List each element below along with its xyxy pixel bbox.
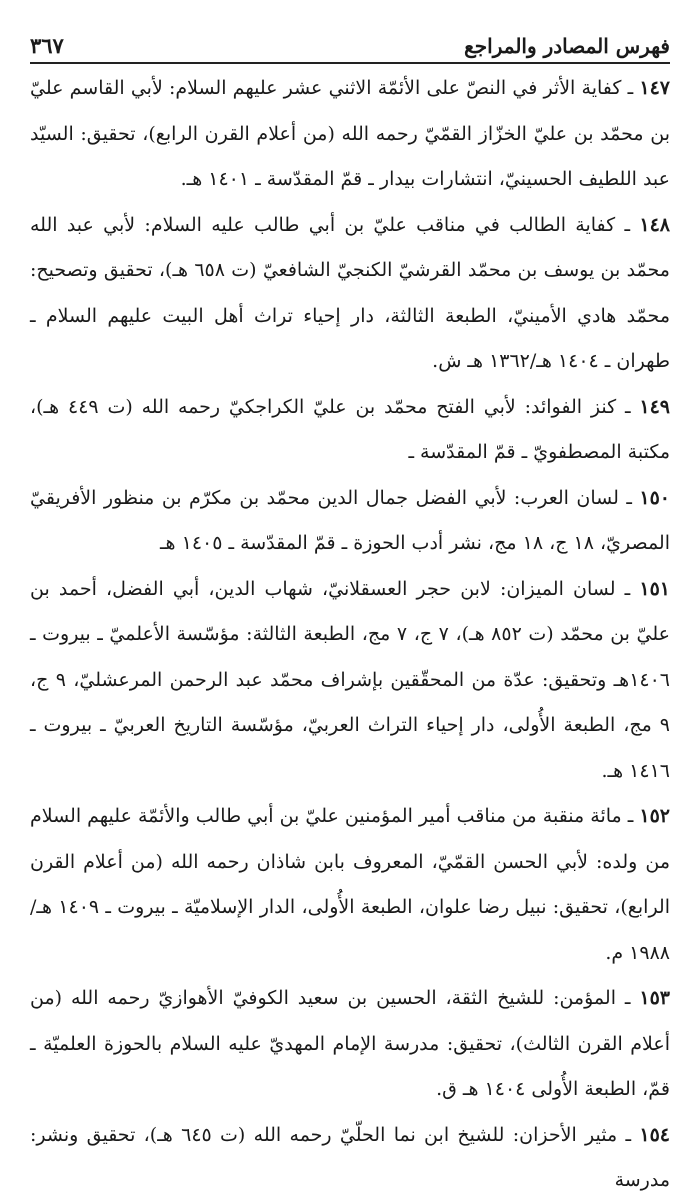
entry-number: ١٥١ <box>639 577 670 600</box>
entry-text: كفاية الطالب في مناقب عليّ بن أبي طالب عليه السلام: لأبي عبد الله محمّد بن يوسف بن محمّد القرشيّ الكنجيّ الشافعيّ (ت ٦٥٨ هـ)، تحقيق وتصحيح: محمّد هادي الأمينيّ، الطبعة الثالثة، دار إحياء تراث أهل البيت عليهم السلام ـ طهران ـ ١٤٠٤ هـ/١٣٦٢ هـ ش. <box>30 213 670 372</box>
bibliography-entry: ١٥٠ ـ لسان العرب: لأبي الفضل جمال الدين محمّد بن مكرّم بن منظور الأفريقيّ المصريّ، ١٨ ج، ١٨ مج، نشر أدب الحوزة ـ قمّ المقدّسة ـ ١٤٠٥ هـ <box>30 486 671 554</box>
entry-number: ١٤٧ <box>639 77 670 99</box>
page-number: ٣٦٧ <box>30 33 64 58</box>
page-header <box>30 18 670 58</box>
entry-text: لسان الميزان: لابن حجر العسقلانيّ، شهاب الدين، أبي الفضل، أحمد بن عليّ بن محمّد (ت ٨٥٢ هـ)، ٧ ج، ٧ مج، الطبعة الثالثة: مؤسّسة الأعلميّ ـ بيروت ـ ١٤٠٦هـ وتحقيق: عدّة من المحقّقين بإشراف محمّد عبد الرحمن المرعشليّ، ٩ ج، ٩ مج، الطبعة الأُولى، دار إحياء التراث العربيّ، مؤسّسة التاريخ العربيّ ـ بيروت ـ ١٤١٦ هـ. <box>30 577 671 782</box>
header-rule <box>30 62 670 64</box>
bibliography-entry: ١٥٣ ـ المؤمن: للشيخ الثقة، الحسين بن سعيد الكوفيّ الأهوازيّ رحمه الله (من أعلام القرن الثالث)، تحقيق: مدرسة الإمام المهديّ عليه السلام بالحوزة العلميّة ـ قمّ، الطبعة الأُولى ١٤٠٤ هـ ق. <box>30 987 670 1100</box>
entry-text: مائة منقبة من مناقب أمير المؤمنين عليّ بن أبي طالب والأئمّة عليهم السلام من ولده: لأبي الحسن القمّيّ، المعروف بابن شاذان رحمه الله (من أعلام القرن الرابع)، تحقيق: نبيل رضا علوان، الطبعة الأُولى، الدار الإسلاميّة ـ بيروت ـ ١٤٠٩ هـ/١٩٨٨ م. <box>30 805 670 964</box>
entry-text: مثير الأحزان: للشيخ ابن نما الحلّيّ رحمه الله (ت ٦٤٥ هـ)، تحقيق ونشر: مدرسة <box>30 1123 670 1191</box>
bibliography-entry: ١٥٢ ـ مائة منقبة من مناقب أمير المؤمنين عليّ بن أبي طالب والأئمّة عليهم السلام من ولده: لأبي الحسن القمّيّ، المعروف بابن شاذان رحمه الله (من أعلام القرن الرابع)، تحقيق: نبيل رضا علوان، الطبعة الأُولى، الدار الإسلاميّة ـ بيروت ـ ١٤٠٩ هـ/١٩٨٨ م. <box>30 805 670 964</box>
bibliography-list <box>30 66 670 1204</box>
running-title: فهرس المصادر والمراجع <box>464 34 670 58</box>
entry-number: ١٥٠ <box>639 486 671 509</box>
entry-text: كفاية الأثر في النصّ على الأئمّة الاثني عشر عليهم السلام: لأبي القاسم عليّ بن محمّد بن عليّ الخزّاز القمّيّ رحمه الله (من أعلام القرن الرابع)، تحقيق: السيّد عبد اللطيف الحسينيّ، انتشارات بيدار ـ قمّ المقدّسة ـ ١٤٠١ هـ. <box>30 77 670 190</box>
entry-number: ١٥٤ <box>639 1123 670 1146</box>
entry-text: لسان العرب: لأبي الفضل جمال الدين محمّد بن مكرّم بن منظور الأفريقيّ المصريّ، ١٨ ج، ١٨ مج، نشر أدب الحوزة ـ قمّ المقدّسة ـ ١٤٠٥ هـ <box>30 486 670 554</box>
entry-number: ١٥٢ <box>639 805 670 827</box>
entry-text: كنز الفوائد: لأبي الفتح محمّد بن عليّ الكراجكيّ رحمه الله (ت ٤٤٩ هـ)، مكتبة المصطفويّ ـ قمّ المقدّسة ـ <box>30 395 670 463</box>
bibliography-entry: ١٤٧ ـ كفاية الأثر في النصّ على الأئمّة الاثني عشر عليهم السلام: لأبي القاسم عليّ بن محمّد بن عليّ الخزّاز القمّيّ رحمه الله (من أعلام القرن الرابع)، تحقيق: السيّد عبد اللطيف الحسينيّ، انتشارات بيدار ـ قمّ المقدّسة ـ ١٤٠١ هـ. <box>30 77 670 190</box>
bibliography-entry: ١٥١ ـ لسان الميزان: لابن حجر العسقلانيّ، شهاب الدين، أبي الفضل، أحمد بن عليّ بن محمّد (ت ٨٥٢ هـ)، ٧ ج، ٧ مج، الطبعة الثالثة: مؤسّسة الأعلميّ ـ بيروت ـ ١٤٠٦هـ وتحقيق: عدّة من المحقّقين بإشراف محمّد عبد الرحمن المرعشليّ، ٩ ج، ٩ مج، الطبعة الأُولى، دار إحياء التراث العربيّ، مؤسّسة التاريخ العربيّ ـ بيروت ـ ١٤١٦ هـ. <box>30 577 671 782</box>
bibliography-entry: ١٤٨ ـ كفاية الطالب في مناقب عليّ بن أبي طالب عليه السلام: لأبي عبد الله محمّد بن يوسف بن محمّد القرشيّ الكنجيّ الشافعيّ (ت ٦٥٨ هـ)، تحقيق وتصحيح: محمّد هادي الأمينيّ، الطبعة الثالثة، دار إحياء تراث أهل البيت عليهم السلام ـ طهران ـ ١٤٠٤ هـ/١٣٦٢ هـ ش. <box>30 213 670 372</box>
bibliography-entry: ١٤٩ ـ كنز الفوائد: لأبي الفتح محمّد بن عليّ الكراجكيّ رحمه الله (ت ٤٤٩ هـ)، مكتبة المصطفويّ ـ قمّ المقدّسة ـ <box>30 395 671 463</box>
entry-number: ١٤٨ <box>639 213 670 236</box>
entry-text: المؤمن: للشيخ الثقة، الحسين بن سعيد الكوفيّ الأهوازيّ رحمه الله (من أعلام القرن الثالث)، تحقيق: مدرسة الإمام المهديّ عليه السلام بالحوزة العلميّة ـ قمّ، الطبعة الأُولى ١٤٠٤ هـ ق. <box>30 987 670 1100</box>
entry-number: ١٤٩ <box>639 395 671 418</box>
bibliography-entry: ١٥٤ ـ مثير الأحزان: للشيخ ابن نما الحلّيّ رحمه الله (ت ٦٤٥ هـ)، تحقيق ونشر: مدرسة <box>30 1123 670 1191</box>
entry-number: ١٥٣ <box>639 987 670 1009</box>
